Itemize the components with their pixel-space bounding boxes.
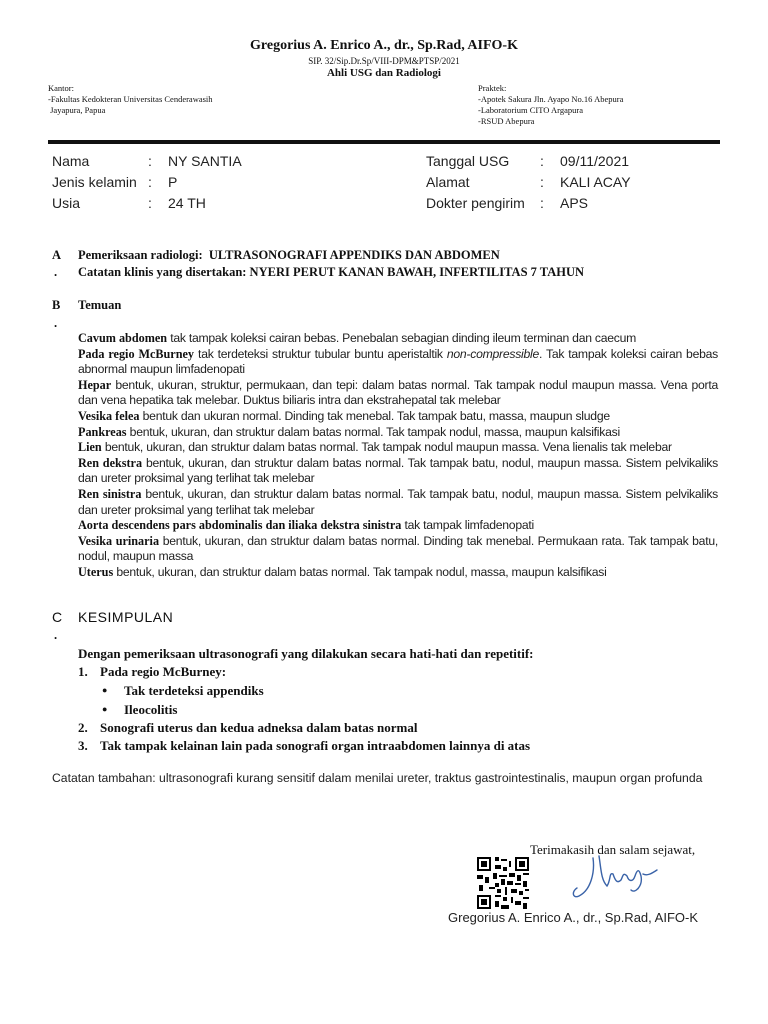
section-a-letter: A: [52, 248, 62, 262]
qr-code-icon: [477, 857, 529, 909]
conclusion-subitem: ● Tak terdeteksi appendiks: [102, 683, 264, 698]
practice-line: -Laboratorium CITO Argapura: [478, 105, 583, 115]
sip-number: SIP. 32/Sip.Dr.Sp/VIII-DPM&PTSP/2021: [308, 56, 460, 66]
bullet-icon: ●: [102, 704, 108, 714]
signer-name: Gregorius A. Enrico A., dr., Sp.Rad, AIFO-K: [448, 910, 698, 925]
additional-note: Catatan tambahan: ultrasonografi kurang sensitif dalam menilai ureter, traktus gastrointestinalis, maupun organ profunda: [52, 771, 703, 785]
practice-line: -Apotek Sakura Jln. Ayapo No.16 Abepura: [478, 94, 624, 104]
bullet-icon: ●: [102, 685, 108, 695]
section-b-title: Temuan: [78, 298, 122, 312]
section-c-letter: C: [52, 609, 63, 625]
practice-line: -RSUD Abepura: [478, 116, 535, 126]
nama-label: Nama: [52, 153, 90, 169]
office-line: Jayapura, Papua: [48, 105, 106, 115]
colon: :: [148, 153, 152, 169]
conclusion-item: 3. Tak tampak kelainan lain pada sonografi organ intraabdomen lainnya di atas: [78, 738, 531, 753]
dokter-value: APS: [560, 195, 589, 211]
usia-value: 24 TH: [168, 195, 206, 211]
exam-type: Pemeriksaan radiologi: ULTRASONOGRAFI APPENDIKS DAN ABDOMEN: [78, 248, 500, 262]
finding-item: Aorta descendens pars abdominalis dan iliaka dekstra sinistra tak tampak limfadenopati: [78, 518, 534, 533]
signature: [565, 846, 675, 916]
office-label: Kantor:: [48, 83, 74, 93]
finding-item: Pada regio McBurney tak terdeteksi struktur tubular buntu aperistaltik non-compressible. Tak tampak koleksi cairan bebas abnormal maupun limfadenopati: [78, 346, 719, 377]
finding-item: Cavum abdomen tak tampak koleksi cairan bebas. Penebalan sebagian dinding ileum terminan dan caecum: [78, 331, 637, 345]
finding-item: Uterus bentuk, ukuran, dan struktur dalam batas normal. Tak tampak nodul, massa, maupun kalsifikasi: [78, 564, 607, 579]
closing-greeting: Terimakasih dan salam sejawat,: [530, 842, 696, 857]
header-divider: [48, 140, 720, 144]
practice-label: Praktek:: [478, 83, 507, 93]
conclusion-intro: Dengan pemeriksaan ultrasonografi yang dilakukan secara hati-hati dan repetitif:: [78, 646, 534, 661]
conclusion-item: 1. Pada regio McBurney:: [78, 664, 227, 679]
section-b-letter: B: [52, 298, 61, 312]
findings-list: [78, 331, 718, 581]
colon: :: [148, 174, 152, 190]
colon: :: [540, 174, 544, 190]
office-line: -Fakultas Kedokteran Universitas Cenderawasih: [48, 94, 213, 104]
conclusion-block: [78, 645, 728, 755]
tgl-value: 09/11/2021: [560, 153, 630, 169]
finding-item: Pankreas bentuk, ukuran, dan struktur dalam batas normal. Tak tampak nodul, massa, maupun kalsifikasi: [78, 424, 620, 439]
doctor-name: Gregorius A. Enrico A., dr., Sp.Rad, AIFO-K: [250, 38, 518, 53]
nama-value: NY SANTIA: [168, 153, 242, 169]
usia-label: Usia: [52, 195, 81, 211]
finding-item: Ren sinistra bentuk, ukuran, dan struktur dalam batas normal. Tak tampak batu, nodul, maupun massa. Sistem pelvikaliks dan ureter proksimal yang terlihat tak melebar: [78, 486, 719, 517]
alamat-label: Alamat: [426, 174, 470, 190]
finding-item: Ren dekstra bentuk, ukuran, dan struktur dalam batas normal. Tak tampak batu, nodul, maupun massa. Sistem pelvikaliks dan ureter proksimal yang terlihat tak melebar: [78, 455, 718, 486]
conclusion-subitem: ● Ileocolitis: [102, 702, 178, 717]
clinical-notes: Catatan klinis yang disertakan: NYERI PERUT KANAN BAWAH, INFERTILITAS 7 TAHUN: [78, 265, 585, 279]
conclusion-item: 2. Sonografi uterus dan kedua adneksa dalam batas normal: [78, 720, 418, 735]
jk-value: P: [168, 174, 178, 190]
practice-block: [478, 83, 623, 127]
dokter-label: Dokter pengirim: [426, 195, 525, 211]
section-c-title: KESIMPULAN: [78, 609, 174, 625]
office-block: [48, 83, 213, 116]
alamat-value: KALI ACAY: [560, 174, 631, 190]
finding-item: Vesika urinaria bentuk, ukuran, dan struktur dalam batas normal. Dinding tak menebal. Permukaan rata. Tak tampak batu, nodul, maupun massa: [78, 533, 718, 564]
colon: :: [148, 195, 152, 211]
colon: :: [540, 195, 544, 211]
finding-item: Vesika felea bentuk dan ukuran normal. Dinding tak menebal. Tak tampak batu, massa, maupun sludge: [78, 408, 610, 423]
finding-item: Lien bentuk, ukuran, dan struktur dalam batas normal. Tak tampak nodul maupun massa. Vena lienalis tak melebar: [78, 440, 672, 455]
finding-item: Hepar bentuk, ukuran, struktur, permukaan, dan tepi: dalam batas normal. Tak tampak nodul maupun massa. Vena porta dan vena hepatika tak melebar. Duktus biliaris intra dan ekstrahepatal tak melebar: [78, 377, 718, 408]
jk-label: Jenis kelamin: [52, 174, 137, 190]
specialty: Ahli USG dan Radiologi: [326, 67, 441, 79]
tgl-label: Tanggal USG: [426, 153, 510, 169]
section-b-dot: .: [54, 316, 58, 330]
section-a-dot: .: [54, 265, 58, 279]
section-c-dot: .: [54, 628, 58, 642]
colon: :: [540, 153, 544, 169]
